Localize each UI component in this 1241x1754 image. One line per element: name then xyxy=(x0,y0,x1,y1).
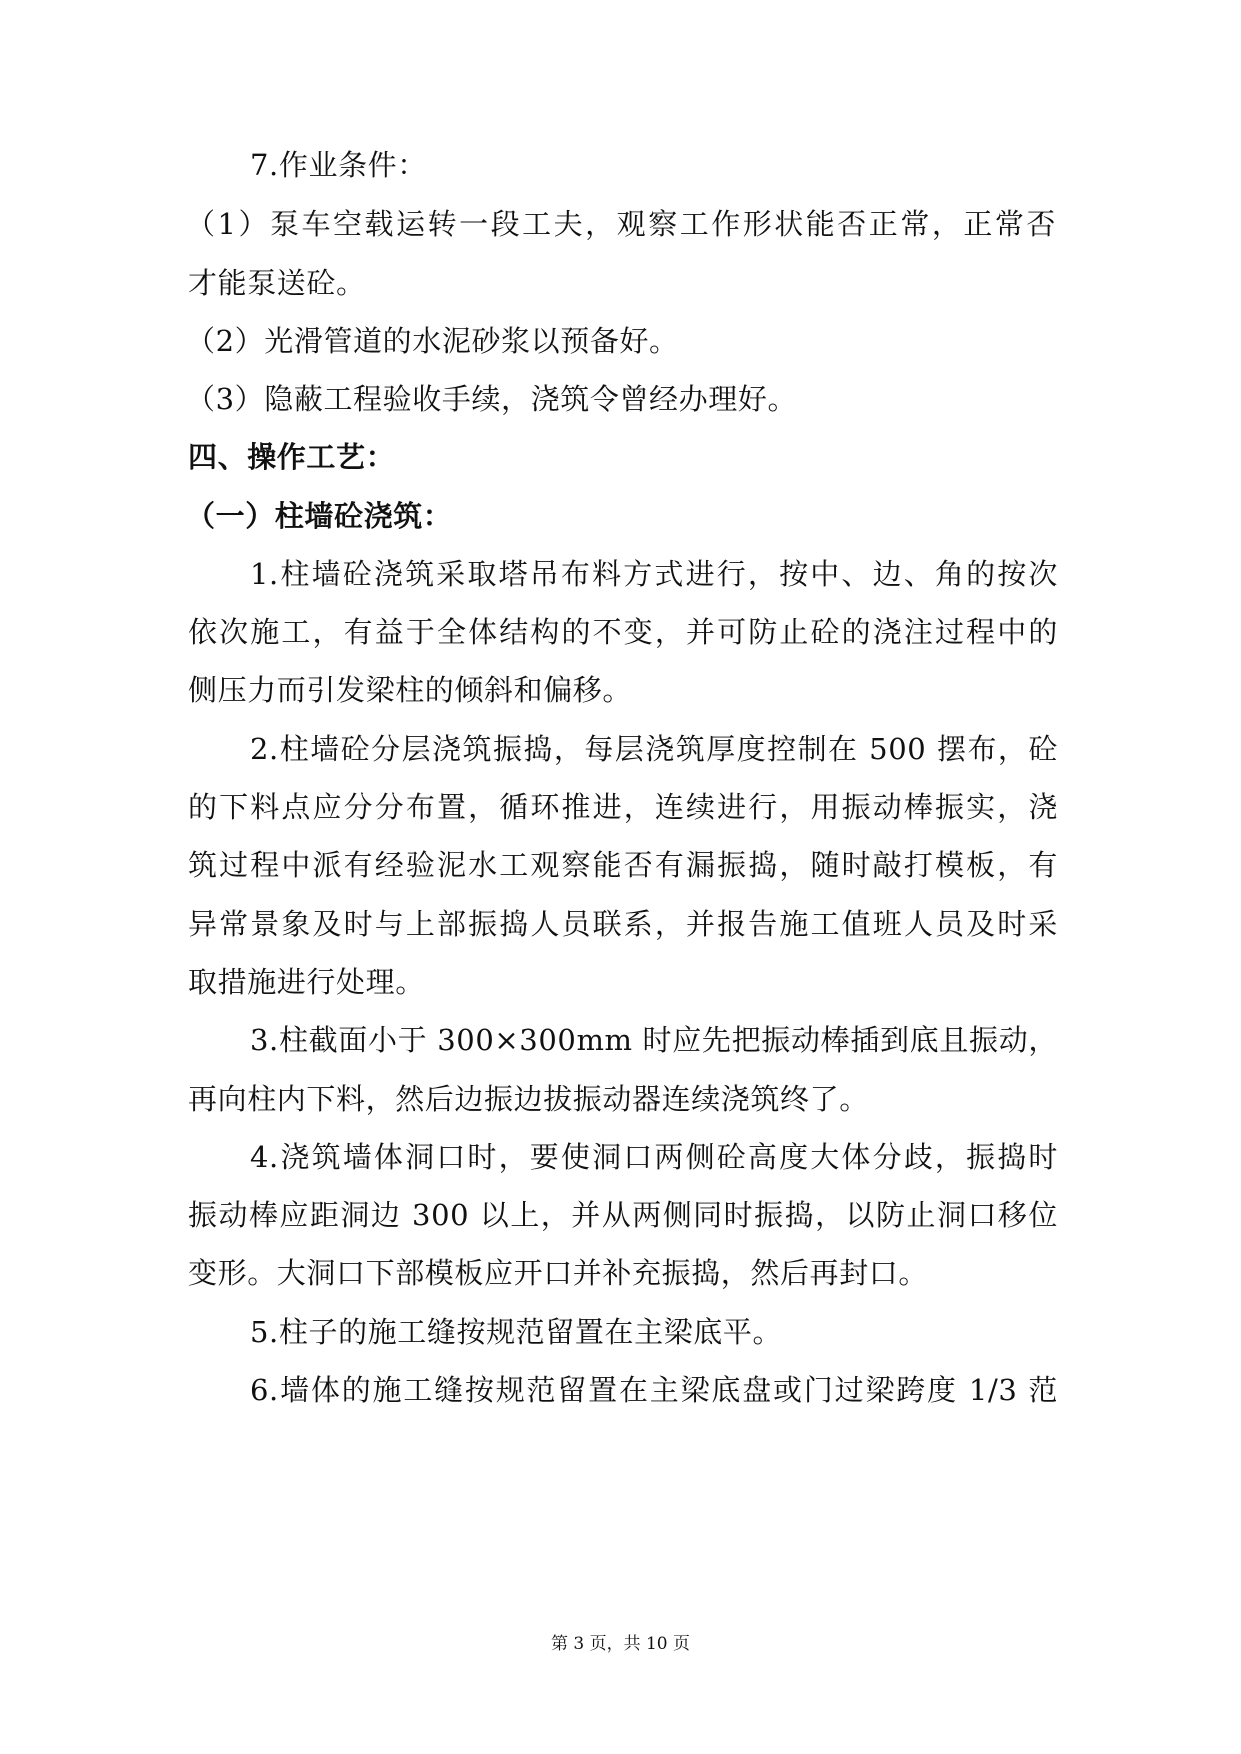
paragraph-line: （3）隐蔽工程验收手续，浇筑令曾经办理好。 xyxy=(186,382,798,416)
paragraph-line: 6.墙体的施工缝按规范留置在主梁底盘或门过梁跨度 1/3 范 xyxy=(250,1373,1058,1407)
subsection-heading: （一）柱墙砼浇筑： xyxy=(186,499,453,533)
paragraph-line: 的下料点应分分布置，循环推进，连续进行，用振动棒振实，浇 xyxy=(188,790,1058,824)
paragraph-line: 异常景象及时与上部振捣人员联系，并报告施工值班人员及时采 xyxy=(188,907,1058,941)
paragraph-line: 取措施进行处理。 xyxy=(188,965,425,999)
page-footer: 第 3 页，共 10 页 xyxy=(550,1634,691,1654)
paragraph-line: 3.柱截面小于 300×300mm 时应先把振动棒插到底且振动， xyxy=(250,1023,1058,1057)
section-7-heading: 7.作业条件： xyxy=(250,148,427,182)
paragraph-line: 2.柱墙砼分层浇筑振捣，每层浇筑厚度控制在 500 摆布，砼 xyxy=(250,732,1058,766)
paragraph-line: 筑过程中派有经验泥水工观察能否有漏振捣，随时敲打模板，有 xyxy=(188,848,1058,882)
paragraph-line: 再向柱内下料，然后边振边拔振动器连续浇筑终了。 xyxy=(188,1082,869,1116)
paragraph-line: （2）光滑管道的水泥砂浆以预备好。 xyxy=(186,324,679,358)
paragraph-line: 才能泵送砼。 xyxy=(188,266,366,300)
paragraph-line: 1.柱墙砼浇筑采取塔吊布料方式进行，按中、边、角的按次 xyxy=(250,557,1058,591)
paragraph-line: 5.柱子的施工缝按规范留置在主梁底平。 xyxy=(250,1315,783,1349)
paragraph-line: 依次施工，有益于全体结构的不变，并可防止砼的浇注过程中的 xyxy=(188,615,1058,649)
paragraph-line: 侧压力而引发梁柱的倾斜和偏移。 xyxy=(188,673,633,707)
paragraph-line: 振动棒应距洞边 300 以上，并从两侧同时振捣，以防止洞口移位 xyxy=(188,1198,1058,1232)
paragraph-line: 4.浇筑墙体洞口时，要使洞口两侧砼高度大体分歧，振捣时 xyxy=(250,1140,1058,1174)
paragraph-line: 变形。大洞口下部模板应开口并补充振捣，然后再封口。 xyxy=(188,1256,929,1290)
section-heading: 四、操作工艺： xyxy=(188,440,396,474)
paragraph-line: （1）泵车空载运转一段工夫，观察工作形状能否正常，正常否 xyxy=(186,207,1056,241)
